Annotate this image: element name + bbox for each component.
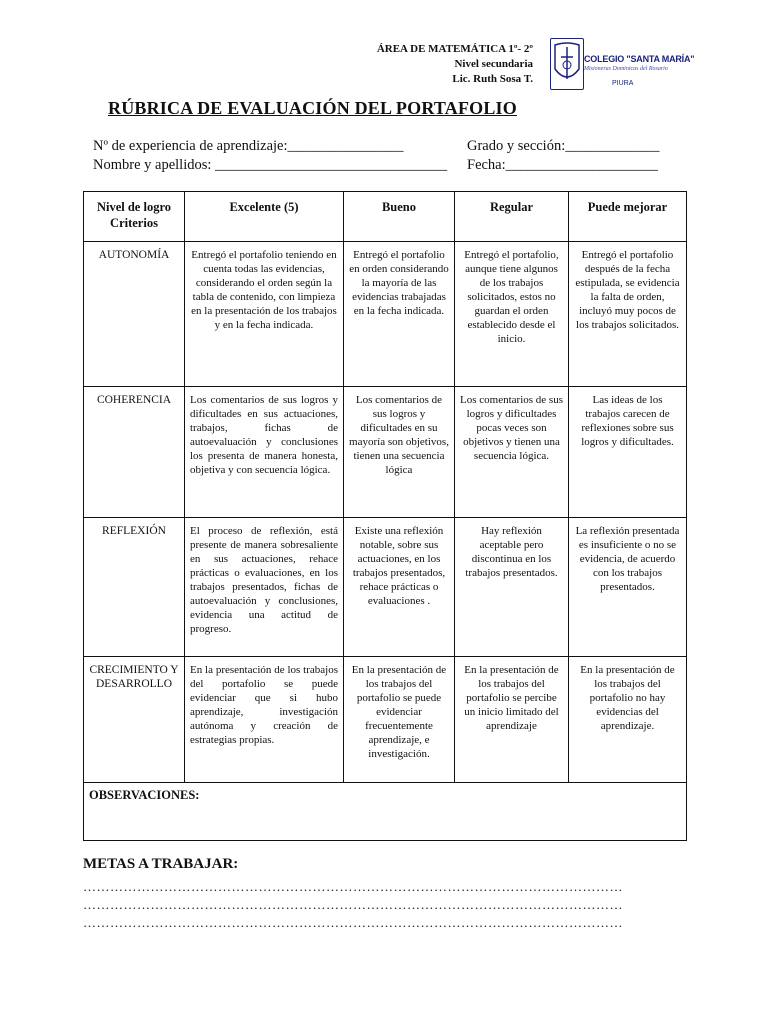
metas-line-1[interactable]: ………………………………………………………………………………………………………… [83,879,623,894]
criterio-cell: CRECIMIENTO Y DESARROLLO [84,657,185,783]
logo-school-name: COLEGIO "SANTA MARÍA" [584,54,695,64]
regular-cell: Hay reflexión aceptable pero discontinua en los trabajos presentados. [455,518,569,657]
header-level: Nivel secundaria [454,58,533,70]
criterio-cell: REFLEXIÓN [84,518,185,657]
mejorar-cell: La reflexión presentada es insuficiente o no se evidencia, de acuerdo con los trabajos presentados. [569,518,687,657]
student-fields [93,137,693,175]
mejorar-cell: Las ideas de los trabajos carecen de reflexiones sobre sus logros y dificultades. [569,387,687,518]
header-puede-mejorar: Puede mejorar [569,192,687,242]
regular-cell: En la presentación de los trabajos del portafolio se percibe un inicio limitado del aprendizaje [455,657,569,783]
observaciones-field[interactable]: OBSERVACIONES: [84,783,687,841]
excelente-cell: Entregó el portafolio teniendo en cuenta todas las evidencias, considerando el orden según la tabla de contenido, con limpieza en la presentación de los trabajos y en la fecha indicada. [185,242,344,387]
crest-svg [551,39,583,89]
header-criterios: Nivel de logro Criterios [84,192,185,242]
rubric-table [83,191,687,841]
bueno-cell: Existe una reflexión notable, sobre sus actuaciones, en los trabajos presentados, rehace prácticas o evaluaciones . [344,518,455,657]
regular-cell: Los comentarios de sus logros y dificultades pocas veces son objetivos y tienen una secuencia lógica. [455,387,569,518]
excelente-cell: Los comentarios de sus logros y dificultades en sus actuaciones, trabajos, fichas de autoevaluación y conclusiones los presenta de manera honesta, objetiva y con secuencia lógica. [185,387,344,518]
header-regular: Regular [455,192,569,242]
bueno-cell: Los comentarios de sus logros y dificultades en su mayoría son objetivos, tienen una secuencia lógica [344,387,455,518]
school-logo [548,34,695,94]
bueno-cell: Entregó el portafolio en orden considerando la mayoría de las evidencias trabajadas en la fecha indicada. [344,242,455,387]
header-block [377,42,533,87]
excelente-cell: El proceso de reflexión, está presente de manera sobresaliente en sus actuaciones, rehace prácticas o evaluaciones, en los trabajos presentados, fichas de autoevaluación y conclusiones, evidencia una actitud de progreso. [185,518,344,657]
mejorar-cell: En la presentación de los trabajos del portafolio no hay evidencias del aprendizaje. [569,657,687,783]
metas-line-3[interactable]: ………………………………………………………………………………………………………… [83,915,623,930]
fecha-field[interactable]: Fecha:_____________________ [467,157,658,173]
logo-city: PIURA [612,80,634,87]
table-row [84,518,687,657]
criterio-cell: AUTONOMÍA [84,242,185,387]
mejorar-cell: Entregó el portafolio después de la fecha estipulada, se evidencia la falta de orden, incluyó muy pocos de los trabajos solicitados. [569,242,687,387]
metas-line-2[interactable]: ………………………………………………………………………………………………………… [83,897,623,912]
criterio-cell: COHERENCIA [84,387,185,518]
grado-field[interactable]: Grado y sección:_____________ [467,138,660,154]
header-area: ÁREA DE MATEMÁTICA 1º- 2º [376,43,533,55]
experiencia-field[interactable]: Nº de experiencia de aprendizaje:________________ [93,138,404,154]
table-row [84,242,687,387]
page-title: RÚBRICA DE EVALUACIÓN DEL PORTAFOLIO [108,98,517,118]
school-crest-icon [550,38,584,90]
regular-cell: Entregó el portafolio, aunque tiene algunos de los trabajos solicitados, estos no guardan el orden establecido desde el inicio. [455,242,569,387]
header-excelente: Excelente (5) [185,192,344,242]
metas-title: METAS A TRABAJAR: [83,856,239,872]
bueno-cell: En la presentación de los trabajos del portafolio se puede evidenciar frecuentemente aprendizaje, e investigación. [344,657,455,783]
logo-motto: Misioneras Dominicas del Rosario [584,66,668,72]
header-bueno: Bueno [344,192,455,242]
excelente-cell: En la presentación de los trabajos del portafolio se puede evidenciar que si hubo aprendizaje, investigación autónoma y creación de estrategias propias. [185,657,344,783]
nombre-field[interactable]: Nombre y apellidos: ________________________________ [93,157,448,173]
table-row [84,657,687,783]
observaciones-row [84,783,687,841]
table-header-row [84,192,687,242]
table-row [84,387,687,518]
header-teacher: Lic. Ruth Sosa T. [452,73,533,85]
